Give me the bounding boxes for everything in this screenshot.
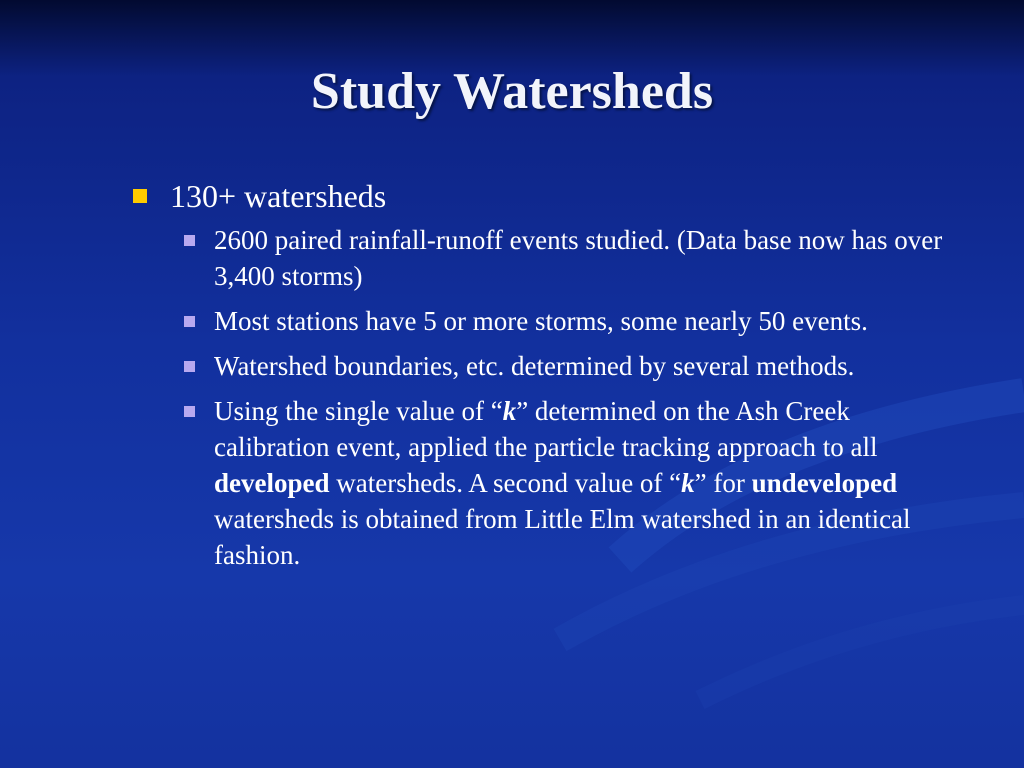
bullet-level2-text: Watershed boundaries, etc. determined by several methods. <box>214 351 855 381</box>
bullet-level2-text: 2600 paired rainfall-runoff events studied. (Data base now has over 3,400 storms) <box>214 225 943 291</box>
bold-term-undeveloped: undeveloped <box>751 468 898 498</box>
bold-term-developed: developed <box>214 468 330 498</box>
square-bullet-icon <box>184 235 195 246</box>
bullet-level2-item <box>128 393 958 573</box>
k-symbol: k <box>502 396 517 426</box>
bullet-level2-item <box>128 222 958 294</box>
bullet-level1-item <box>128 176 958 216</box>
bullet-level2-item <box>128 348 958 384</box>
bullet-level2-text-segment: ” determined on the Ash Creek calibration event, applied the particle tracking approach to all <box>214 396 878 462</box>
square-bullet-icon <box>184 406 195 417</box>
bullet-level2-item <box>128 303 958 339</box>
bullet-level2-text: Most stations have 5 or more storms, some nearly 50 events. <box>214 306 868 336</box>
bullet-level2-text-segment: watersheds. A second value of “ <box>329 468 682 498</box>
slide-title: Study Watersheds <box>310 63 714 120</box>
square-bullet-icon <box>133 189 147 203</box>
square-bullet-icon <box>184 361 195 372</box>
bullet-list <box>128 176 958 582</box>
bullet-level2-text-segment: ” for <box>694 468 752 498</box>
bullet-level2-text-segment: watersheds is obtained from Little Elm watershed in an identical fashion. <box>214 504 911 570</box>
square-bullet-icon <box>184 316 195 327</box>
k-symbol: k <box>681 468 695 498</box>
bullet-level2-text-segment: Using the single value of “ <box>214 396 503 426</box>
bullet-level1-text: 130+ watersheds <box>170 178 387 214</box>
